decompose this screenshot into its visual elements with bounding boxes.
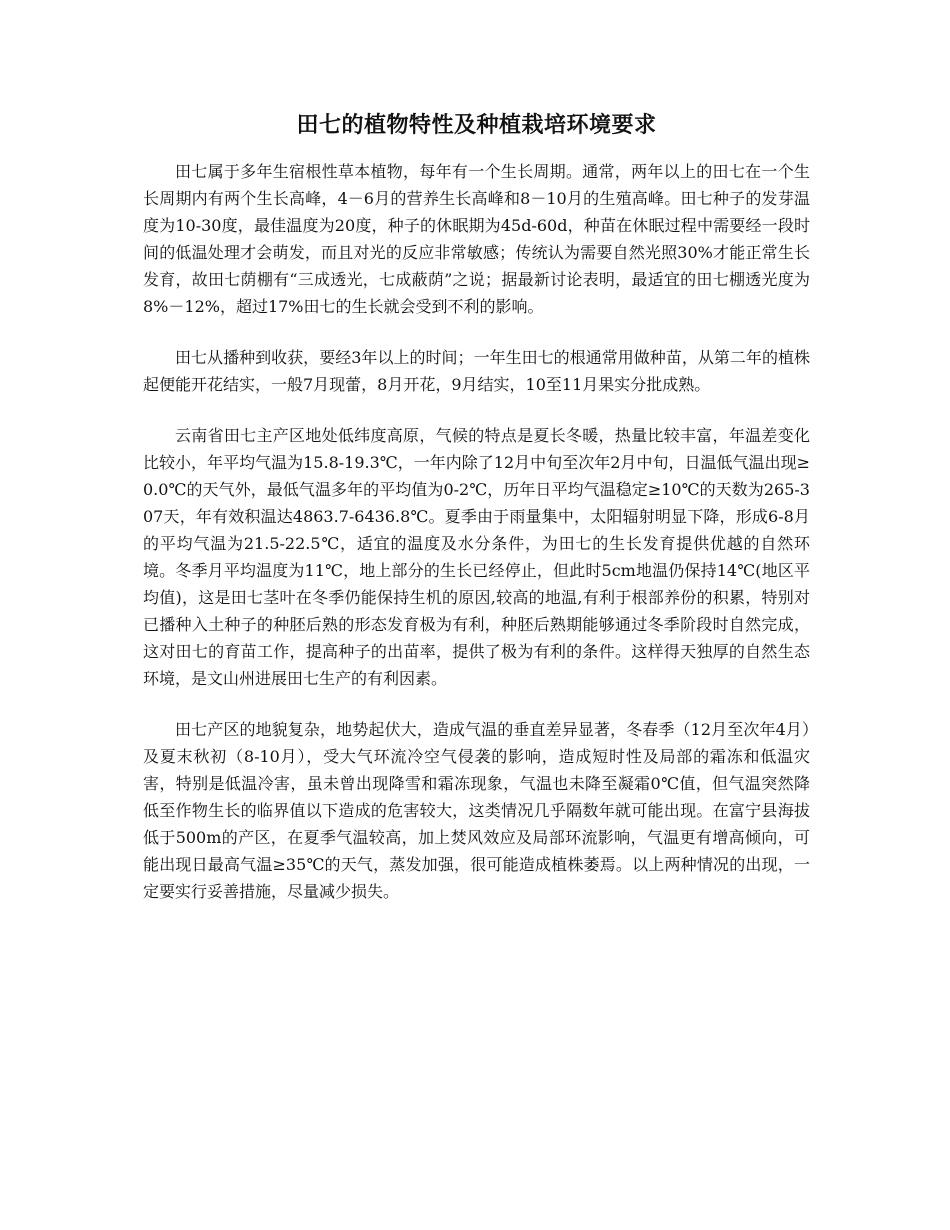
paragraph-growth-cycle: 田七属于多年生宿根性草本植物，每年有一个生长周期。通常，两年以上的田七在一个生长周期内有两个生长高峰，4－6月的营养生长高峰和8－10月的生殖高峰。田七种子的发芽温度为10-30度，最佳温度为20度，种子的休眠期为45d-60d，种苗在休眠过程中需要经一段时间的低温处理才会萌发，而且对光的反应非常敏感；传统认为需要自然光照30%才能正常生长发育，故田七荫棚有“三成透光，七成蔽荫”之说；据最新讨论表明，最适宜的田七棚透光度为8%－12%，超过17%田七的生长就会受到不利的影响。 [143,162,810,316]
paragraph-yunnan-climate: 云南省田七主产区地处低纬度高原，气候的特点是夏长冬暖，热量比较丰富，年温差变化比较小，年平均气温为15.8-19.3℃，一年内除了12月中旬至次年2月中旬，日温低气温出现≥0.0℃的天气外，最低气温多年的平均值为0-2℃，历年日平均气温稳定≥10℃的天数为265-307天，年有效积温达4863.7-6436.8℃。夏季由于雨量集中，太阳辐射明显下降，形成6-8月的平均气温为21.5-22.5℃，适宜的温度及水分条件，为田七的生长发育提供优越的自然环境。冬季月平均温度为11℃，地上部分的生长已经停止，但此时5cm地温仍保持14℃(地区平均值)，这是田七茎叶在冬季仍能保持生机的原因,较高的地温,有利于根部养份的积累，特别对已播种入土种子的种胚后熟的形态发育极为有利，种胚后熟期能够通过冬季阶段时自然完成，这对田七的育苗工作，提高种子的出苗率，提供了极为有利的条件。这样得天独厚的自然生态环境，是文山州进展田七生产的有利因素。 [143,426,810,688]
paragraph-planting-harvest: 田七从播种到收获，要经3年以上的时间；一年生田七的根通常用做种苗，从第二年的植株起便能开花结实，一般7月现蕾，8月开花，9月结实，10至11月果实分批成熟。 [143,348,810,394]
paragraph-climate-hazards: 田七产区的地貌复杂，地势起伏大，造成气温的垂直差异显著，冬春季（12月至次年4月）及夏末秋初（8-10月），受大气环流冷空气侵袭的影响，造成短时性及局部的霜冻和低温灾害，特别是低温冷害，虽未曾出现降雪和霜冻现象，气温也未降至凝霜0℃值，但气温突然降低至作物生长的临界值以下造成的危害较大，这类情况几乎隔数年就可能出现。在富宁县海拔低于500m的产区，在夏季气温较高，加上焚风效应及局部环流影响，气温更有增高倾向，可能出现日最高气温≥35℃的天气，蒸发加强，很可能造成植株萎焉。以上两种情况的出现，一定要实行妥善措施，尽量减少损失。 [143,720,810,901]
document-title: 田七的植物特性及种植栽培环境要求 [296,113,657,138]
document-body [143,110,810,929]
